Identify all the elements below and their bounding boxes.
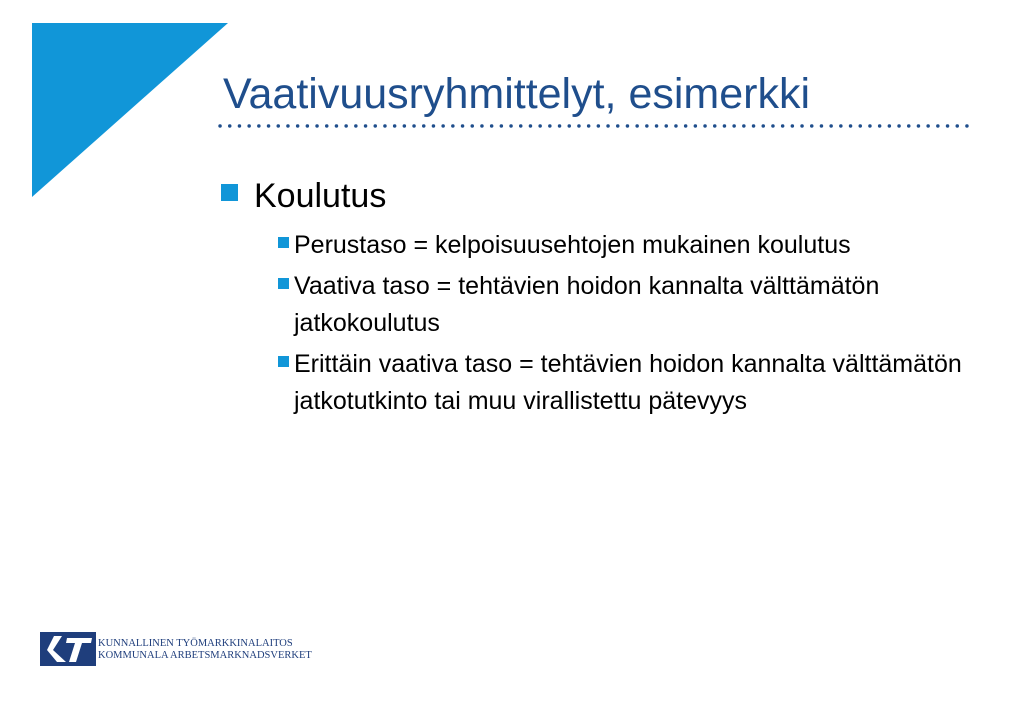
sub-bullet-text: Erittäin vaativa taso = tehtävien hoidon kannalta välttämätön jatkotutkinto tai muu virallistettu pätevyys <box>294 350 962 415</box>
sub-bullet-item <box>214 268 974 342</box>
sub-bullet-item <box>214 346 974 420</box>
corner-decoration <box>0 0 240 200</box>
sub-bullet-item <box>214 227 974 264</box>
square-bullet-icon <box>278 278 289 289</box>
sub-bullet-text: Perustaso = kelpoisuusehtojen mukainen koulutus <box>294 231 851 259</box>
square-bullet-icon <box>278 356 289 367</box>
sub-bullet-text: Vaativa taso = tehtävien hoidon kannalta välttämätön jatkokoulutus <box>294 272 880 337</box>
slide-title: Vaativuusryhmittelyt, esimerkki <box>223 70 811 118</box>
kt-logo-icon <box>40 630 96 668</box>
title-dotted-rule <box>216 120 976 132</box>
square-bullet-icon <box>278 237 289 248</box>
logo-line-1: KUNNALLINEN TYÖMARKKINALAITOS <box>98 638 293 649</box>
logo-line-2: KOMMUNALA ARBETSMARKNADSVERKET <box>98 650 312 661</box>
square-bullet-icon <box>221 184 238 201</box>
organization-logo <box>40 630 340 670</box>
bullet-heading <box>214 175 994 217</box>
slide-content <box>214 175 994 424</box>
bullet-heading-text: Koulutus <box>254 177 387 215</box>
logo-text <box>98 638 312 662</box>
